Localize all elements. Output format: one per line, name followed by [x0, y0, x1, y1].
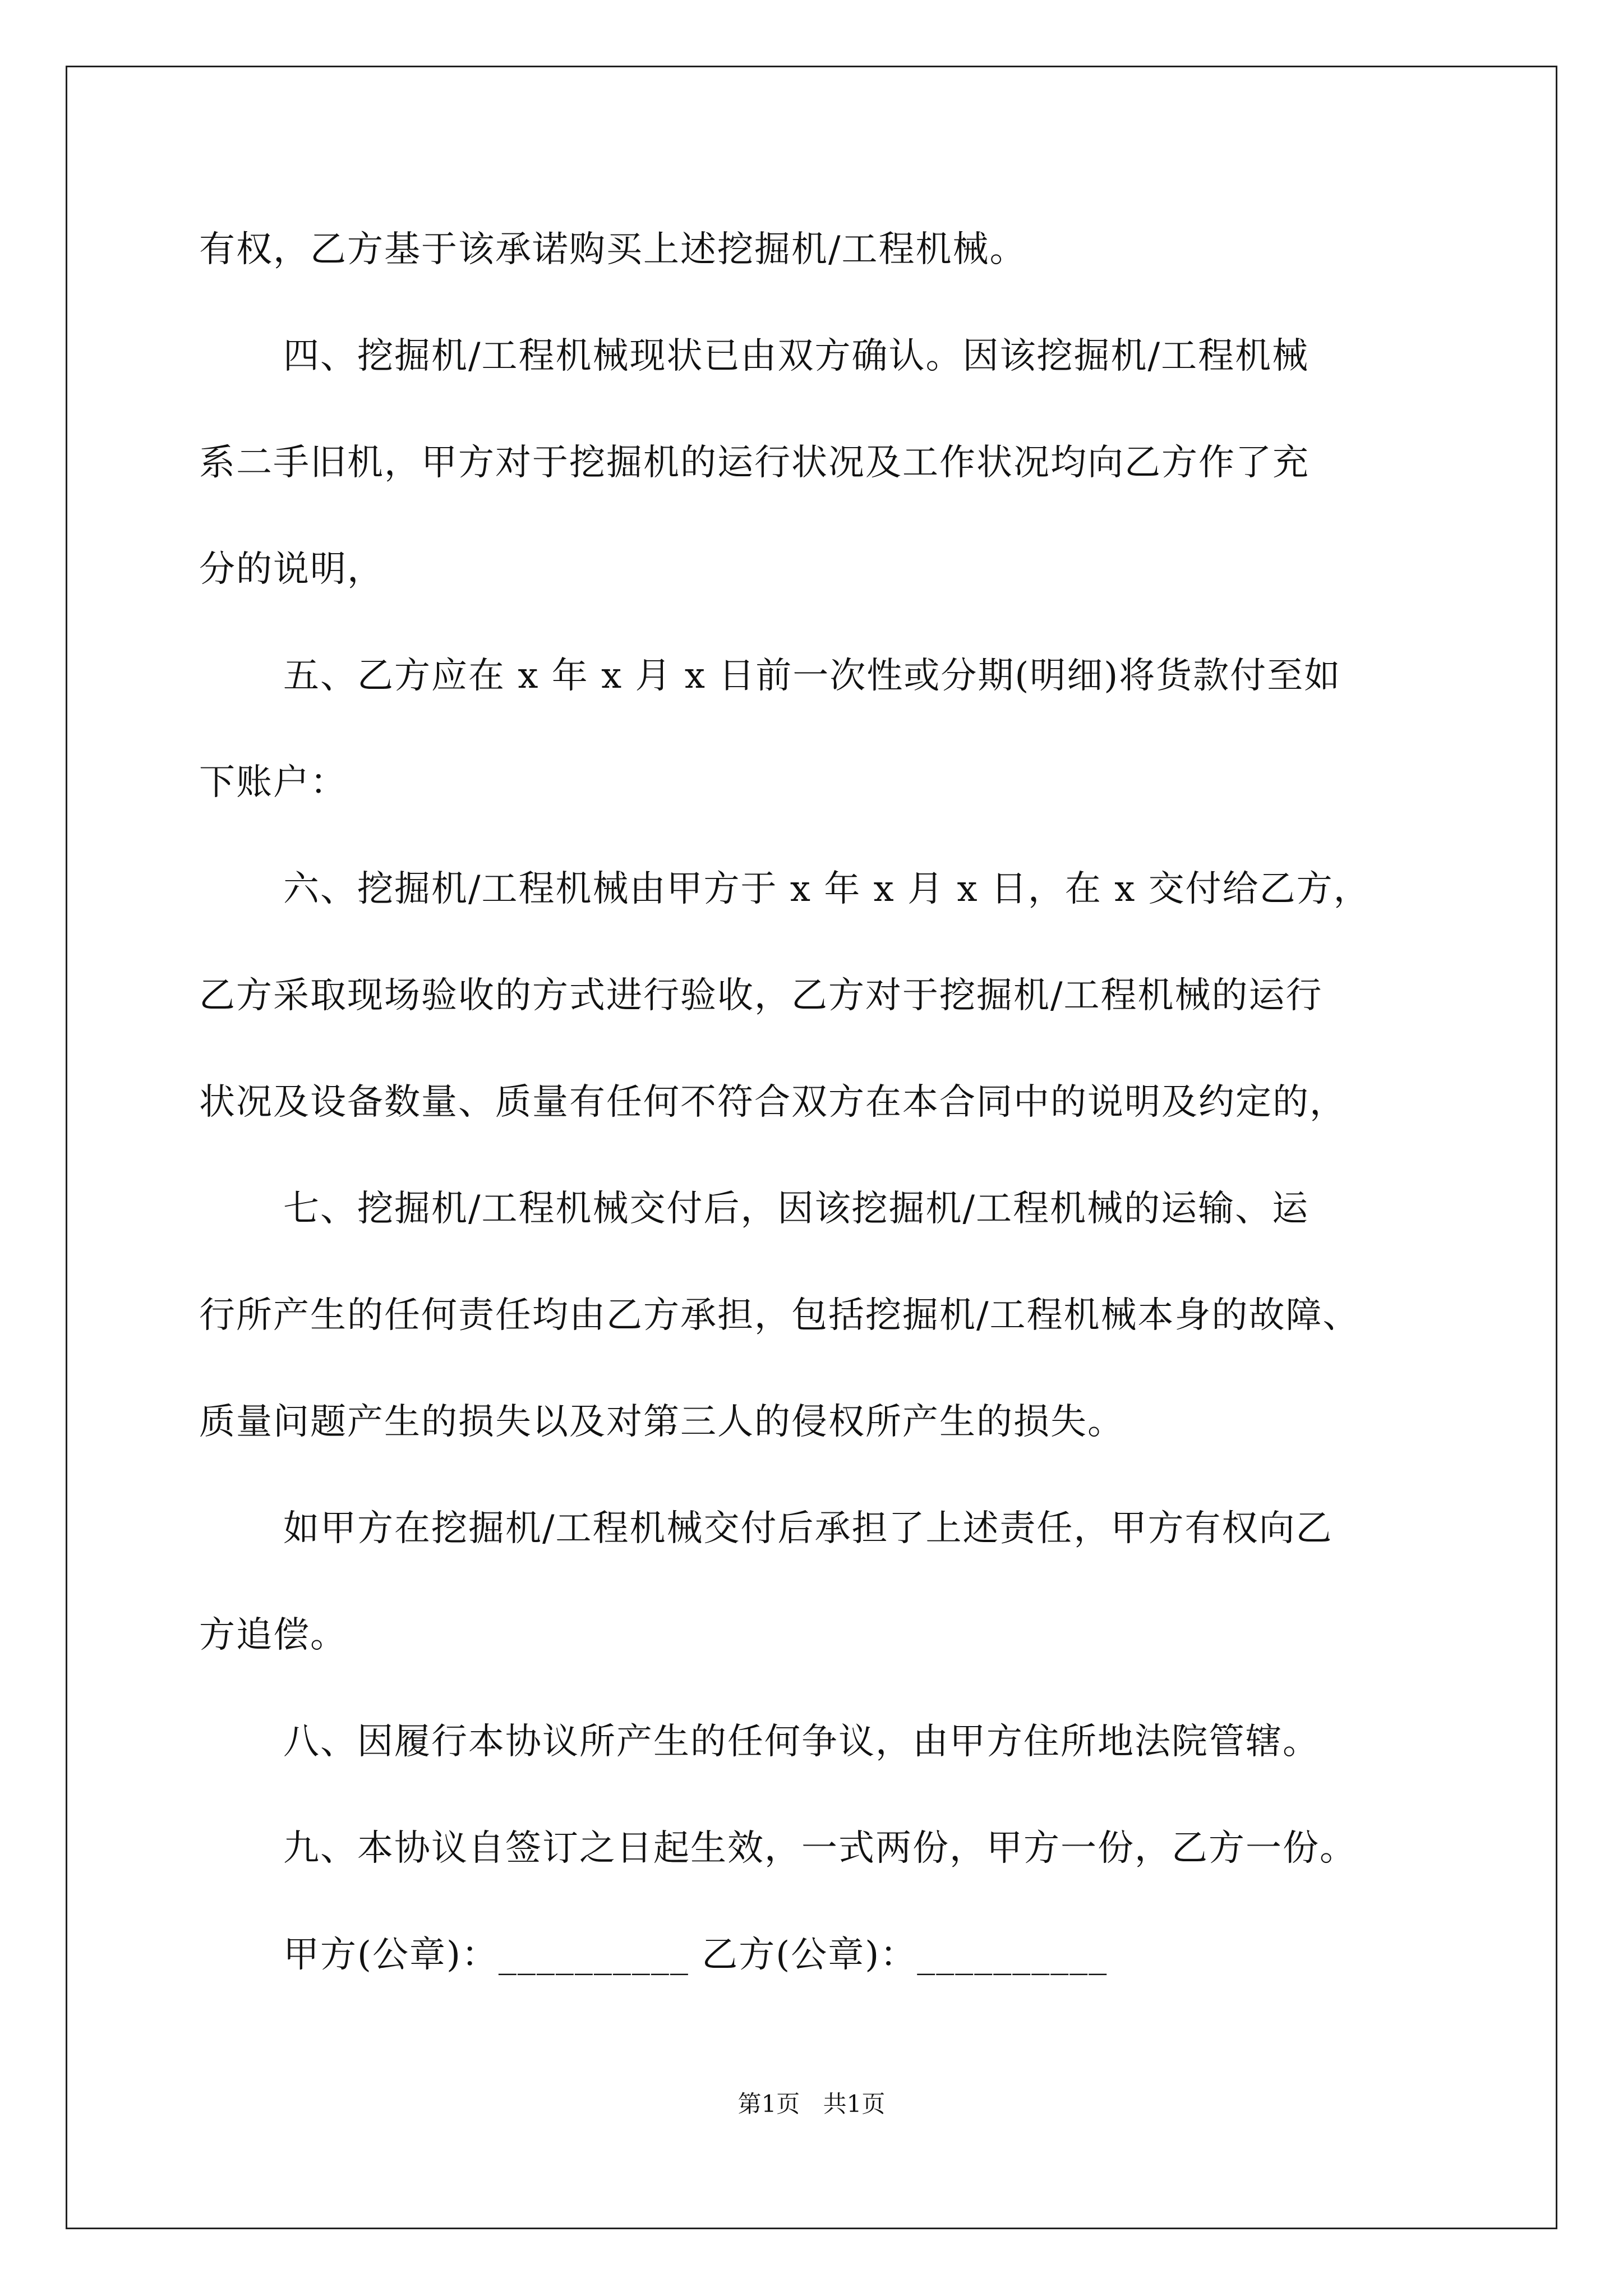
text-line: 六、挖掘机/工程机械由甲方于 x 年 x 月 x 日，在 x 交付给乙方， [283, 868, 1371, 910]
text-line: 下账户： [199, 762, 347, 803]
text-line: 方追偿。 [199, 1614, 347, 1656]
page-total: 共1页 [823, 2090, 886, 2118]
text-line: 分的说明， [199, 549, 384, 590]
text-line: 状况及设备数量、质量有任何不符合双方在本合同中的说明及约定的， [199, 1082, 1347, 1123]
text-line: 乙方采取现场验收的方式进行验收，乙方对于挖掘机/工程机械的运行 [199, 975, 1323, 1016]
page-number: 第1页 [737, 2090, 800, 2118]
text-line: 系二手旧机，甲方对于挖掘机的运行状况及工作状况均向乙方作了充 [199, 442, 1310, 484]
signature-line: 甲方(公章)：__________ 乙方(公章)：__________ [283, 1934, 1108, 1976]
text-line: 行所产生的任何责任均由乙方承担，包括挖掘机/工程机械本身的故障、 [199, 1295, 1360, 1336]
text-line: 有权，乙方基于该承诺购买上述挖掘机/工程机械。 [199, 229, 1027, 270]
text-line: 九、本协议自签订之日起生效，一式两份，甲方一份，乙方一份。 [283, 1828, 1357, 1869]
text-line: 四、挖掘机/工程机械现状已由双方确认。因该挖掘机/工程机械 [283, 335, 1310, 377]
text-line: 如甲方在挖掘机/工程机械交付后承担了上述责任，甲方有权向乙 [283, 1508, 1333, 1549]
text-line: 质量问题产生的损失以及对第三人的侵权所产生的损失。 [199, 1401, 1124, 1443]
text-line: 五、乙方应在 x 年 x 月 x 日前一次性或分期(明细)将货款付至如 [283, 655, 1341, 697]
page-footer [0, 2090, 1623, 2118]
page-border [66, 66, 1557, 2229]
text-line: 七、挖掘机/工程机械交付后，因该挖掘机/工程机械的运输、运 [283, 1188, 1310, 1230]
text-line: 八、因履行本协议所产生的任何争议，由甲方住所地法院管辖。 [283, 1721, 1320, 1763]
